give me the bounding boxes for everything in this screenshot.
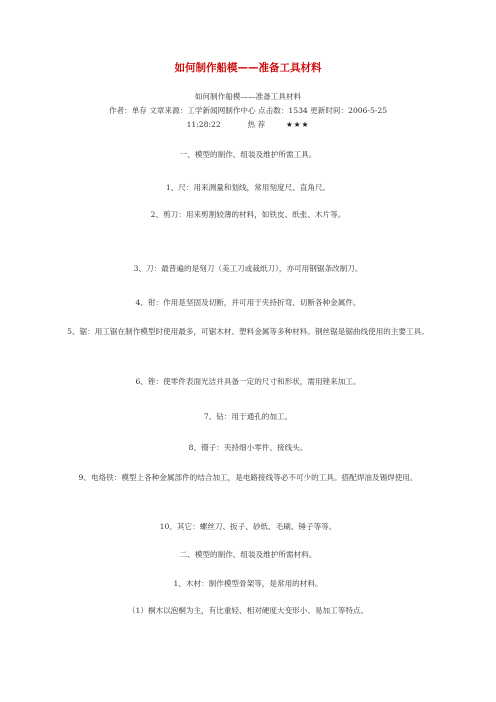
paragraph-wood: 1、木材：制作模型骨架等，是常用的材料。 [173, 579, 323, 588]
paragraph-tweezers: 8、镊子：夹持细小零件、接线头。 [188, 443, 308, 452]
paragraph-other-tools: 10、其它：螺丝刀、扳子、砂纸、毛刷、锤子等等。 [159, 522, 337, 531]
time-recommend-row [20, 118, 476, 131]
subtitle: 如何制作船模——准备工具材料 [194, 92, 302, 101]
recommend-label: 热 荐 [247, 120, 266, 129]
update-time: 11:28:22 [186, 120, 221, 129]
paragraph-file: 6、锉：使零件表面光洁并具备一定的尺寸和形状，需用锉来加工。 [135, 377, 361, 386]
paragraph-paulownia: （1）桐木以泡桐为主，有比重轻、相对硬度大变形小、易加工等特点。 [127, 606, 369, 615]
paragraph-scissors: 2、剪刀：用来剪割较薄的材料，如铁皮、纸张、木片等。 [150, 210, 346, 219]
page-title: 如何制作船模——准备工具材料 [174, 62, 322, 74]
paragraph-drill: 7、钻：用于通孔的加工。 [203, 412, 293, 421]
section-heading-materials: 二、模型的制作、组装及维护所需材料。 [179, 550, 317, 559]
paragraph-knife: 3、刀：最普遍的是刻刀（美工刀或裁纸刀），亦可用钢锯条改制刀。 [133, 264, 363, 273]
rating-stars: ★★★ [285, 120, 310, 129]
author-meta: 作者：单存 文章来源：工学新闻网制作中心 点击数：1534 更新时间：2006-5-25 [108, 106, 388, 115]
section-heading-tools: 一、模型的制作、组装及维护所需工具。 [179, 150, 317, 159]
paragraph-soldering-iron: 9、电烙铁：模型上各种金属部件的结合加工，是电路接线等必不可少的工具。搭配焊油及锡焊使用。 [78, 473, 418, 482]
paragraph-ruler: 1、尺：用来测量和划线，常用刻度尺、直角尺。 [165, 183, 331, 192]
paragraph-saw: 5、锯：用工锯在制作模型时使用最多，可锯木材、塑料金属等多种材料。钢丝锯是锯曲线使用的主要工具。 [67, 327, 429, 336]
paragraph-pliers: 4、钳：作用是坚固及切断，并可用于夹持折弯、切断各种金属件。 [135, 298, 361, 307]
